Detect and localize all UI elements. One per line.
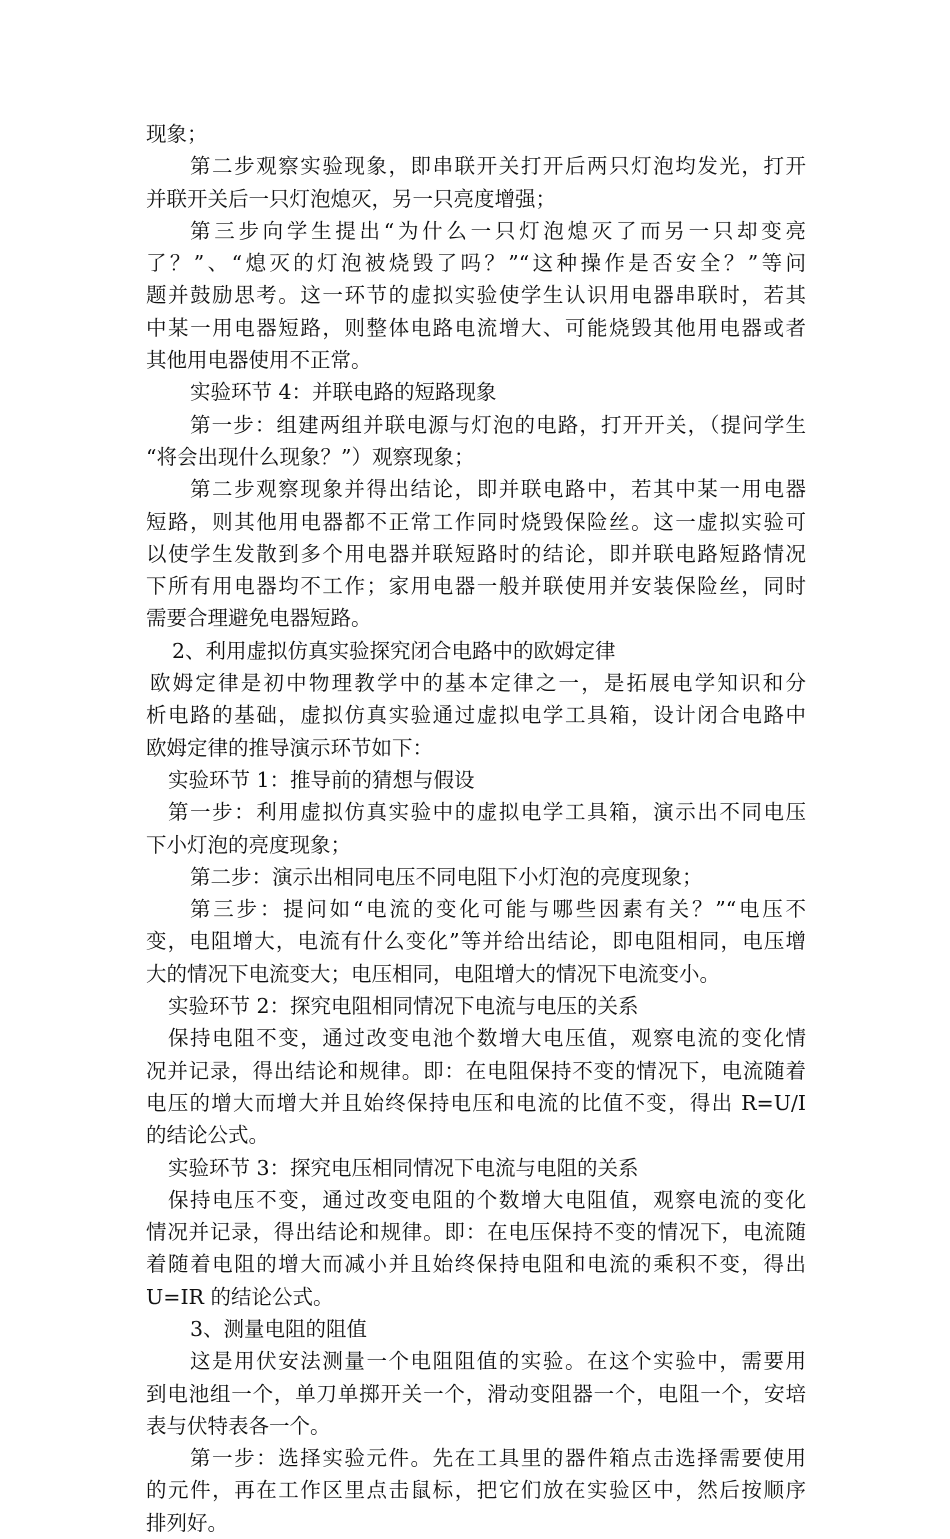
paragraph-first-line: 第一步：组建两组并联电源与灯泡的电路，打开开关，（提问学生: [190, 412, 806, 437]
paragraph-first-line: 第一步：利用虚拟仿真实验中的虚拟电学工具箱，演示出不同电压: [168, 800, 806, 825]
paragraph-first-line: 第一步：选择实验元件。先在工具里的器件箱点击选择需要使用: [190, 1446, 806, 1471]
paragraph-first-line: 第二步观察实验现象，即串联开关打开后两只灯泡均发光，打开: [190, 154, 806, 179]
paragraph-first-line: 第三步向学生提出“为什么一只灯泡熄灭了而另一只却变亮: [190, 218, 806, 243]
text-line: “将会出现什么现象？”）观察现象；: [146, 444, 475, 469]
text-line: 的元件，再在工作区里点击鼠标，把它们放在实验区中，然后按顺序: [146, 1478, 806, 1503]
text-line: 变，电阻增大，电流有什么变化”等并给出结论，即电阻相同，电压增: [146, 929, 806, 954]
paragraph-first-line: 第二步观察现象并得出结论，即并联电路中，若其中某一用电器: [190, 477, 806, 502]
text-line: U=IR 的结论公式。: [146, 1284, 334, 1309]
paragraph-first-line: 欧姆定律是初中物理教学中的基本定律之一，是拓展电学知识和分: [150, 671, 806, 696]
text-line: 情况并记录，得出结论和规律。即：在电压保持不变的情况下，电流随: [146, 1220, 806, 1245]
text-line: 中某一用电器短路，则整体电路电流增大、可能烧毁其他用电器或者: [146, 315, 806, 340]
text-line: 着随着电阻的增大而减小并且始终保持电阻和电流的乘积不变，得出: [146, 1252, 806, 1277]
text-line: 到电池组一个，单刀单掷开关一个，滑动变阻器一个，电阻一个，安培: [146, 1381, 806, 1406]
text-line: 欧姆定律的推导演示环节如下：: [146, 735, 433, 760]
text-line: 排列好。: [146, 1510, 228, 1535]
text-line: 题并鼓励思考。这一环节的虚拟实验使学生认识用电器串联时，若其: [146, 283, 806, 308]
text-line: 表与伏特表各一个。: [146, 1413, 331, 1438]
section-heading: 实验环节 3：探究电压相同情况下电流与电阻的关系: [168, 1155, 639, 1180]
text-line: 需要合理避免电器短路。: [146, 606, 372, 631]
section-heading: 实验环节 1：推导前的猜想与假设: [168, 767, 475, 792]
paragraph-first-line: 第三步：提问如“电流的变化可能与哪些因素有关？”“电压不: [190, 897, 806, 922]
text-line: 下小灯泡的亮度现象；: [146, 832, 351, 857]
text-line: 以使学生发散到多个用电器并联短路时的结论，即并联电路短路情况: [146, 541, 806, 566]
text-line: 了？”、“熄灭的灯泡被烧毁了吗？”“这种操作是否安全？”等问: [146, 251, 806, 276]
text-line: 的结论公式。: [146, 1123, 269, 1148]
section-heading: 实验环节 2：探究电阻相同情况下电流与电压的关系: [168, 994, 639, 1019]
text-line: 其他用电器使用不正常。: [146, 348, 372, 373]
text-line: 下所有用电器均不工作；家用电器一般并联使用并安装保险丝，同时: [146, 574, 806, 599]
paragraph-first-line: 这是用伏安法测量一个电阻阻值的实验。在这个实验中，需要用: [190, 1349, 806, 1374]
paragraph-first-line: 第二步：演示出相同电压不同电阻下小灯泡的亮度现象；: [190, 864, 703, 889]
text-line: 大的情况下电流变大；电压相同，电阻增大的情况下电流变小。: [146, 961, 720, 986]
text-line: 并联开关后一只灯泡熄灭，另一只亮度增强；: [146, 186, 556, 211]
text-line: 析电路的基础，虚拟仿真实验通过虚拟电学工具箱，设计闭合电路中: [146, 703, 806, 728]
section-heading: 3、测量电阻的阻值: [190, 1316, 368, 1341]
section-heading: 实验环节 4：并联电路的短路现象: [190, 380, 497, 405]
text-line: 电压的增大而增大并且始终保持电压和电流的比值不变，得出 R=U/I: [146, 1090, 806, 1115]
document-body: [146, 118, 806, 1539]
text-line: 现象；: [146, 122, 208, 146]
section-heading: 2、利用虚拟仿真实验探究闭合电路中的欧姆定律: [172, 638, 616, 663]
text-line: 况并记录，得出结论和规律。即：在电阻保持不变的情况下，电流随着: [146, 1058, 806, 1083]
text-line: 短路，则其他用电器都不正常工作同时烧毁保险丝。这一虚拟实验可: [146, 509, 806, 534]
paragraph-first-line: 保持电压不变，通过改变电阻的个数增大电阻值，观察电流的变化: [168, 1187, 806, 1212]
paragraph-first-line: 保持电阻不变，通过改变电池个数增大电压值，观察电流的变化情: [168, 1026, 806, 1051]
